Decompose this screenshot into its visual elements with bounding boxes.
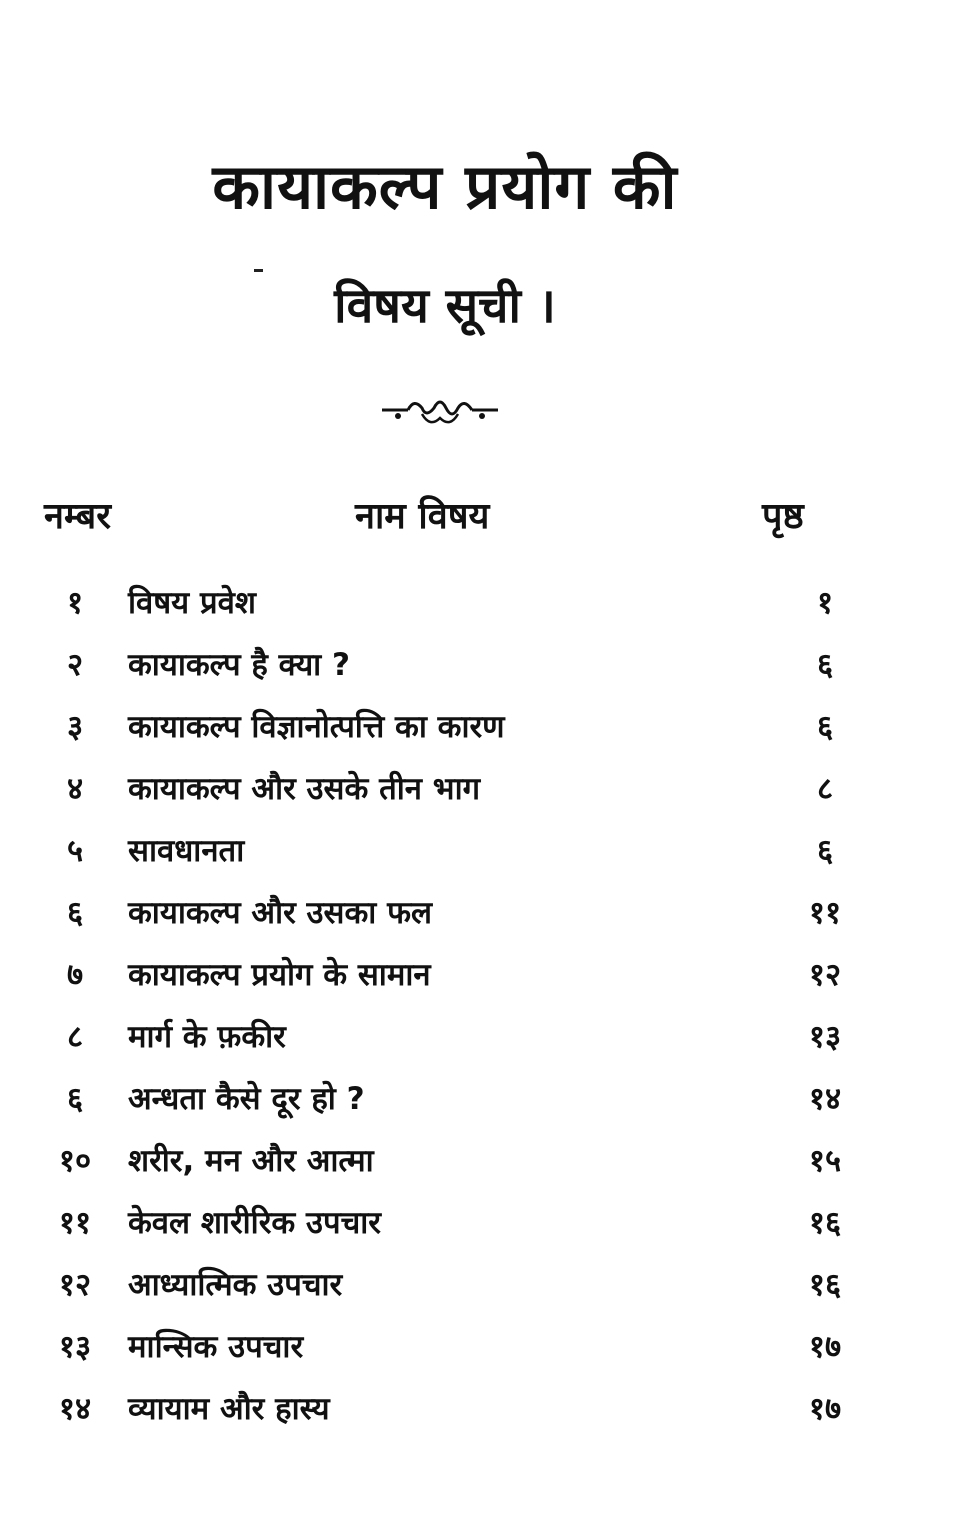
- entry-page: १५: [808, 1143, 842, 1179]
- entry-number: २: [66, 647, 84, 683]
- topic-column-header: नाम विषय: [355, 496, 490, 537]
- toc-row: [0, 1378, 970, 1440]
- toc-row: [0, 758, 970, 820]
- entry-title: शरीर, मन और आत्मा: [128, 1143, 374, 1179]
- entry-title: कायाकल्प है क्या ?: [128, 647, 350, 683]
- entry-page: ६: [816, 833, 834, 869]
- entry-number: ४: [66, 771, 84, 807]
- entry-page: १७: [808, 1329, 842, 1365]
- entry-page: ६: [816, 709, 834, 745]
- toc-row: [0, 572, 970, 634]
- entry-page: ८: [816, 771, 834, 807]
- entry-number: ७: [66, 957, 84, 993]
- entry-number: ३: [66, 709, 84, 745]
- toc-row: [0, 1068, 970, 1130]
- page-subtitle: विषय सूची ।: [334, 278, 556, 334]
- entry-page: ६: [816, 647, 834, 683]
- toc-row: [0, 696, 970, 758]
- toc-row: [0, 944, 970, 1006]
- entry-number: ६: [66, 1081, 84, 1117]
- entry-page: १४: [808, 1081, 842, 1117]
- entry-title: अन्धता कैसे दूर हो ?: [128, 1081, 365, 1117]
- entry-number: ८: [66, 1019, 84, 1055]
- entry-title: कायाकल्प और उसके तीन भाग: [128, 771, 481, 807]
- toc-row: [0, 1192, 970, 1254]
- entry-number: ६: [66, 895, 84, 931]
- entry-title: आध्यात्मिक उपचार: [128, 1267, 343, 1303]
- entry-title: कायाकल्प विज्ञानोत्पत्ति का कारण: [128, 709, 505, 745]
- entry-title: मान्सिक उपचार: [128, 1329, 304, 1365]
- toc-row: [0, 820, 970, 882]
- entry-page: १: [816, 585, 834, 621]
- entry-number: ११: [58, 1205, 92, 1241]
- entry-title: केवल शारीरिक उपचार: [128, 1205, 381, 1241]
- entry-number: ५: [66, 833, 84, 869]
- entry-number: १०: [58, 1143, 92, 1179]
- entry-page: ११: [808, 895, 842, 931]
- toc-row: [0, 1316, 970, 1378]
- page-title: कायाकल्प प्रयोग की: [212, 150, 678, 223]
- toc-row: [0, 634, 970, 696]
- entry-number: १२: [58, 1267, 92, 1303]
- toc-row: [0, 1254, 970, 1316]
- toc-row: [0, 1006, 970, 1068]
- toc-row: [0, 1130, 970, 1192]
- entry-number: १३: [58, 1329, 92, 1365]
- entry-title: कायाकल्प प्रयोग के सामान: [128, 957, 431, 993]
- number-column-header: नम्बर: [44, 496, 111, 537]
- entry-page: १२: [808, 957, 842, 993]
- entry-page: १७: [808, 1391, 842, 1427]
- ornament-divider: [378, 390, 502, 434]
- entry-page: १३: [808, 1019, 842, 1055]
- entry-title: मार्ग के फ़कीर: [128, 1019, 286, 1055]
- ink-mark: [254, 269, 263, 272]
- entry-title: सावधानता: [128, 833, 245, 869]
- entry-number: १: [66, 585, 84, 621]
- entry-title: कायाकल्प और उसका फल: [128, 895, 433, 931]
- toc-list: [0, 572, 970, 1440]
- entry-number: १४: [58, 1391, 92, 1427]
- entry-page: १६: [808, 1267, 842, 1303]
- toc-header: [0, 492, 970, 542]
- entry-title: व्यायाम और हास्य: [128, 1391, 330, 1427]
- toc-row: [0, 882, 970, 944]
- entry-title: विषय प्रवेश: [128, 585, 256, 621]
- entry-page: १६: [808, 1205, 842, 1241]
- page-column-header: पृष्ठ: [762, 496, 804, 537]
